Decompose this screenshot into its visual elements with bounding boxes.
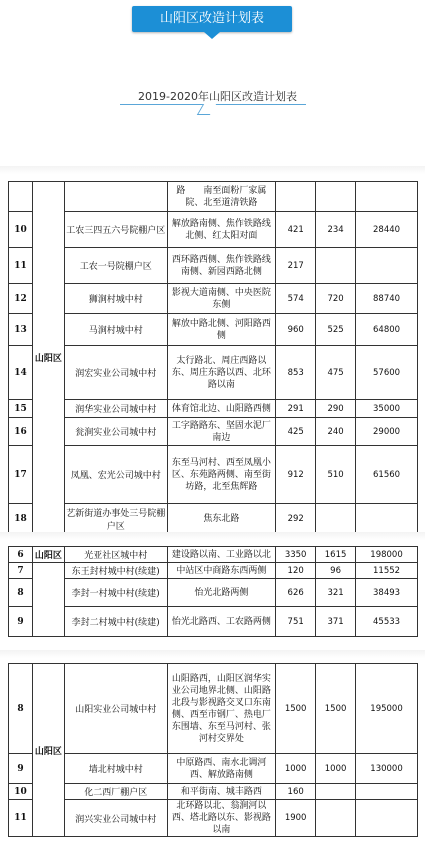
row-number: 7 (9, 563, 33, 579)
project-name: 润兴实业公司城中村 (64, 800, 167, 837)
value-2: 321 (316, 579, 356, 607)
section-divider (0, 650, 425, 658)
banner-pointer (204, 32, 220, 39)
table-row (9, 504, 418, 534)
value-1: 574 (276, 284, 316, 314)
row-number: 8 (9, 664, 33, 754)
table-row (9, 248, 418, 284)
value-2: 1500 (316, 664, 356, 754)
value-2: 290 (316, 400, 356, 418)
value-2: 240 (316, 418, 356, 446)
plan-table-3 (8, 663, 418, 837)
project-name: 化二西厂棚户区 (64, 784, 167, 800)
project-name: 东王封村城中村(续建) (64, 563, 167, 579)
project-name: 润宏实业公司城中村 (64, 346, 167, 400)
project-location: 太行路北、周庄西路以东、周庄东路以西、北环路以南 (167, 346, 276, 400)
table-row (9, 346, 418, 400)
value-3: 198000 (356, 547, 418, 563)
table-row (9, 418, 418, 446)
value-2 (316, 182, 356, 212)
value-3: 88740 (356, 284, 418, 314)
value-1: 1900 (276, 800, 316, 837)
project-location: 工字路路东、坚固水泥厂南边 (167, 418, 276, 446)
table-row (9, 182, 418, 212)
value-1: 626 (276, 579, 316, 607)
row-number (9, 182, 33, 212)
project-location: 解放中路北侧、河阳路西侧 (167, 314, 276, 346)
project-name: 瓮涧实业公司城中村 (64, 418, 167, 446)
project-name: 工农三四五六号院棚户区 (64, 212, 167, 248)
row-number: 11 (9, 248, 33, 284)
project-location: 中站区中商路东西两侧 (167, 563, 276, 579)
row-number: 16 (9, 418, 33, 446)
district-cell: 山阳区 (32, 182, 64, 534)
project-name: 李封二村城中村(续建) (64, 607, 167, 637)
row-number: 12 (9, 284, 33, 314)
value-2: 720 (316, 284, 356, 314)
value-1: 3350 (276, 547, 316, 563)
value-2: 96 (316, 563, 356, 579)
value-1: 1500 (276, 664, 316, 754)
row-number: 9 (9, 607, 33, 637)
row-number: 9 (9, 754, 33, 784)
row-number: 10 (9, 212, 33, 248)
row-number: 10 (9, 784, 33, 800)
project-location: 西环路西侧、焦作铁路线南侧、新园西路北侧 (167, 248, 276, 284)
project-location: 建设路以南、工业路以北 (167, 547, 276, 563)
section-divider (0, 532, 425, 540)
value-3: 38493 (356, 579, 418, 607)
project-name: 李封一村城中村(续建) (64, 579, 167, 607)
table-row (9, 800, 418, 837)
value-2: 1000 (316, 754, 356, 784)
value-1: 120 (276, 563, 316, 579)
row-number: 11 (9, 800, 33, 837)
value-2: 525 (316, 314, 356, 346)
project-location: 怡光北路西、工农路两侧 (167, 607, 276, 637)
table-row (9, 607, 418, 637)
table-row (9, 579, 418, 607)
value-2: 475 (316, 346, 356, 400)
value-2 (316, 800, 356, 837)
project-location: 和平街南、城丰路西 (167, 784, 276, 800)
row-number: 14 (9, 346, 33, 400)
table-row (9, 754, 418, 784)
district-cell: 山阳区 (32, 547, 64, 563)
value-2 (316, 248, 356, 284)
row-number: 8 (9, 579, 33, 607)
table-row (9, 284, 418, 314)
subtitle-notch (197, 104, 216, 115)
project-location: 怡光北路两侧 (167, 579, 276, 607)
district-cell (32, 563, 64, 637)
project-location: 山阳路西，山阳区润华实业公司地界北侧、山阳路北段与影视路交叉口东南侧、西至市钢厂、热电厂东围墙、东至马河村、张河村交界处 (167, 664, 276, 754)
value-3: 195000 (356, 664, 418, 754)
value-3: 61560 (356, 446, 418, 504)
project-location: 东至马河村、西至凤凰小区、东苑路两侧、南至街坊路，北至焦辉路 (167, 446, 276, 504)
project-name: 艺新街道办事处三号院棚户区 (64, 504, 167, 534)
row-number: 13 (9, 314, 33, 346)
table-row (9, 563, 418, 579)
value-2: 1615 (316, 547, 356, 563)
value-3: 57600 (356, 346, 418, 400)
value-3 (356, 504, 418, 534)
table-row (9, 784, 418, 800)
value-3: 64800 (356, 314, 418, 346)
value-3: 35000 (356, 400, 418, 418)
project-name: 光亚社区城中村 (64, 547, 167, 563)
value-3: 11552 (356, 563, 418, 579)
value-1: 160 (276, 784, 316, 800)
value-1: 751 (276, 607, 316, 637)
project-location: 中原路西、南水北调河西、解放路南侧 (167, 754, 276, 784)
project-name: 狮涧村城中村 (64, 284, 167, 314)
table-row (9, 547, 418, 563)
value-2: 371 (316, 607, 356, 637)
value-1: 291 (276, 400, 316, 418)
project-name: 马涧村城中村 (64, 314, 167, 346)
row-number: 6 (9, 547, 33, 563)
subtitle: 2019-2020年山阳区改造计划表 (138, 90, 297, 103)
project-location: 解放路南侧、焦作铁路线北侧、红太阳对面 (167, 212, 276, 248)
row-number: 17 (9, 446, 33, 504)
value-3 (356, 800, 418, 837)
table-row (9, 446, 418, 504)
value-1: 421 (276, 212, 316, 248)
value-3: 28440 (356, 212, 418, 248)
project-location: 影视大道南侧、中央医院东侧 (167, 284, 276, 314)
value-1: 853 (276, 346, 316, 400)
value-1: 960 (276, 314, 316, 346)
table-row (9, 400, 418, 418)
value-1: 217 (276, 248, 316, 284)
project-name: 墙北村城中村 (64, 754, 167, 784)
value-2: 234 (316, 212, 356, 248)
project-name: 润华实业公司城中村 (64, 400, 167, 418)
project-name: 凤凰、宏光公司城中村 (64, 446, 167, 504)
value-1: 912 (276, 446, 316, 504)
value-2 (316, 784, 356, 800)
table-row (9, 664, 418, 754)
value-3 (356, 182, 418, 212)
value-2: 510 (316, 446, 356, 504)
value-3: 130000 (356, 754, 418, 784)
value-3 (356, 784, 418, 800)
value-3: 29000 (356, 418, 418, 446)
project-location: 体育馆北边、山阳路西侧 (167, 400, 276, 418)
value-1: 1000 (276, 754, 316, 784)
project-name (64, 182, 167, 212)
section-divider (0, 166, 425, 174)
district-cell: 山阳区 (32, 664, 64, 837)
project-location: 北环路以北、翁涧河以西、塔北路以东、影视路以南 (167, 800, 276, 837)
title-banner: 山阳区改造计划表 (132, 6, 292, 32)
project-location: 焦东北路 (167, 504, 276, 534)
table-row (9, 314, 418, 346)
value-2 (316, 504, 356, 534)
plan-table-1 (8, 181, 418, 534)
value-3: 45533 (356, 607, 418, 637)
value-1 (276, 182, 316, 212)
project-name: 山阳实业公司城中村 (64, 664, 167, 754)
plan-table-2 (8, 546, 418, 637)
project-name: 工农一号院棚户区 (64, 248, 167, 284)
value-3 (356, 248, 418, 284)
value-1: 292 (276, 504, 316, 534)
row-number: 18 (9, 504, 33, 534)
table-row (9, 212, 418, 248)
value-1: 425 (276, 418, 316, 446)
project-location: 路 南至面粉厂家属院、北至道清铁路 (167, 182, 276, 212)
row-number: 15 (9, 400, 33, 418)
